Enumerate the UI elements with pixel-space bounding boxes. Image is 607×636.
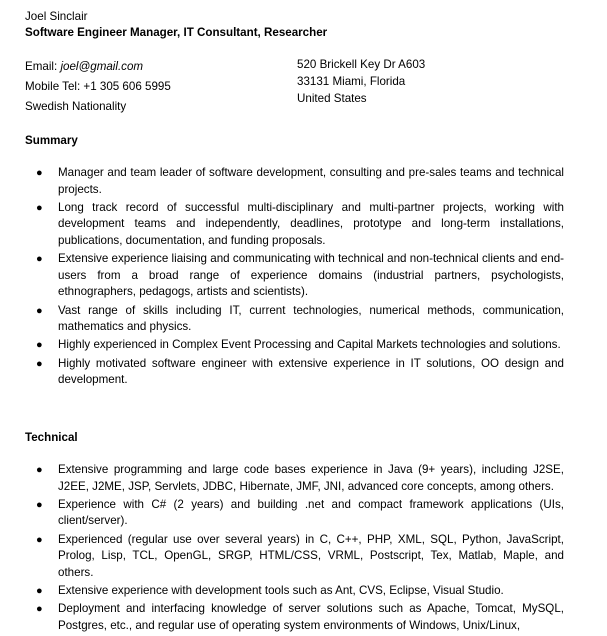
email-label: Email: — [25, 60, 61, 73]
list-item: ● Manager and team leader of software development, consulting and pre-sales teams and technical projects. — [36, 166, 564, 196]
bullet-icon: ● — [36, 339, 43, 352]
list-item: ● Extensive programming and large code bases experience in Java (9+ years), including J2SE, J2EE, J2ME, JSP, Servlets, JDBC, Hibernate, JMF, JNI, advanced core concepts, among others. — [36, 463, 564, 493]
list-item: ● Highly experienced in Complex Event Processing and Capital Markets technologies and solutions. — [25, 337, 564, 354]
summary-heading: Summary — [25, 134, 78, 147]
address-line: United States — [297, 92, 367, 105]
address-block — [297, 56, 425, 107]
technical-list — [25, 462, 564, 636]
address-line: 520 Brickell Key Dr A603 — [297, 58, 426, 71]
bullet-icon: ● — [36, 201, 43, 214]
list-item: ● Vast range of skills including IT, current technologies, numerical methods, communication, mathematics and physics. — [36, 303, 564, 334]
bullet-icon: ● — [36, 584, 43, 597]
list-item: ● Extensive experience with development tools such as Ant, CVS, Eclipse, Visual Studio. — [25, 583, 564, 600]
bullet-icon: ● — [36, 498, 43, 511]
address-line: 33131 Miami, Florida — [297, 75, 406, 88]
bullet-icon: ● — [36, 167, 43, 179]
bullet-icon: ● — [36, 304, 43, 317]
job-title: Software Engineer Manager, IT Consultant, Researcher — [25, 26, 328, 39]
summary-list — [25, 165, 564, 390]
list-item: ● Deployment and interfacing knowledge of server solutions such as Apache, Tomcat, MySQL, Postgres, etc., and regular use of operating system environments of Windows, Unix/Linux, — [36, 602, 564, 632]
list-item: ● Experience with C# (2 years) and building .net and compact framework applications (UIs, client/server). — [36, 497, 564, 528]
list-item: ● Long track record of successful multi-disciplinary and multi-partner projects, working with development teams and independently, deadlines, prototype and long-term installations, publications, documentation, and funding proposals. — [36, 200, 564, 247]
technical-heading: Technical — [25, 431, 78, 444]
nationality-line: Swedish Nationality — [25, 100, 127, 113]
email-line — [25, 57, 171, 77]
person-name: Joel Sinclair — [25, 10, 88, 23]
bullet-icon: ● — [36, 533, 43, 546]
list-item: ● Experienced (regular use over several years) in C, C++, PHP, XML, SQL, Python, JavaScript, Prolog, Lisp, TCL, OpenGL, SRGP, HTML/CSS, VRML, Postscript, Tex, Matlab, Maple, and others. — [36, 532, 564, 579]
mobile-line: Mobile Tel: +1 305 606 5995 — [25, 80, 171, 93]
bullet-icon: ● — [36, 357, 43, 370]
list-item: ● Extensive experience liaising and communicating with technical and non-technical clients and end-users from a broad range of experience domains (industrial partners, psychologists, ethnographers, pedagogs, artists and scientists). — [36, 252, 564, 299]
bullet-icon: ● — [36, 603, 43, 616]
contact-block — [25, 57, 171, 117]
list-item: ● Highly motivated software engineer with extensive experience in IT solutions, OO design and development. — [36, 356, 564, 387]
bullet-icon: ● — [36, 253, 43, 266]
email-link[interactable]: joel@gmail.com — [60, 60, 144, 73]
bullet-icon: ● — [36, 464, 43, 476]
